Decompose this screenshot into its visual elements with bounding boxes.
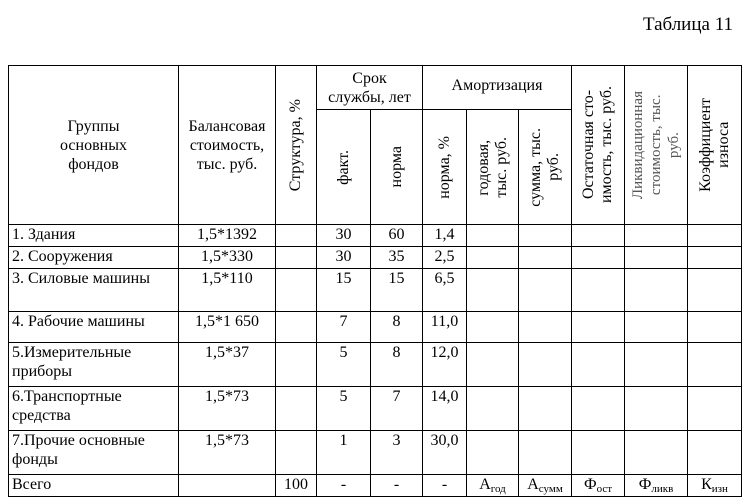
row-amort-norm: 1,4 xyxy=(423,225,467,247)
row-amort-norm: 14,0 xyxy=(423,387,467,431)
row-amort-norm: 30,0 xyxy=(423,431,467,475)
fixed-assets-table xyxy=(8,65,742,497)
row-balance: 1,5*330 xyxy=(179,247,276,269)
row-norm: 8 xyxy=(371,343,423,387)
row-balance: 1,5*1 650 xyxy=(179,312,276,343)
row-structure xyxy=(276,312,317,343)
row-structure xyxy=(276,387,317,431)
row-amort-norm: 12,0 xyxy=(423,343,467,387)
row-structure xyxy=(276,343,317,387)
row-norm: 60 xyxy=(371,225,423,247)
table-row xyxy=(9,247,742,269)
row-fact: 30 xyxy=(317,247,371,269)
header-structure: Структура, % xyxy=(276,66,317,225)
row-structure xyxy=(276,225,317,247)
header-amortization: Амортизация xyxy=(423,66,572,110)
table-row xyxy=(9,387,742,431)
row-name: 4. Рабочие машины xyxy=(9,312,179,343)
header-coefficient: Коэффициент износа xyxy=(688,66,742,225)
row-balance: 1,5*73 xyxy=(179,431,276,475)
header-amort-norm: норма, % xyxy=(423,110,467,225)
header-annual: годовая, тыс. руб. xyxy=(467,110,519,225)
total-row xyxy=(9,475,742,497)
row-balance: 1,5*73 xyxy=(179,387,276,431)
row-name: 2. Сооружения xyxy=(9,247,179,269)
total-annual: $А_{год}$ xyxy=(467,475,519,497)
header-balance: Балансовая стоимость, тыс. руб. xyxy=(179,66,276,225)
total-liquidation: $Ф_{ликв}$ xyxy=(625,475,688,497)
row-fact: 15 xyxy=(317,269,371,312)
total-amort-norm: - xyxy=(423,475,467,497)
total-structure: 100 xyxy=(276,475,317,497)
table-row xyxy=(9,343,742,387)
row-name: 7.Прочие основные фонды xyxy=(9,431,179,475)
row-fact: 1 xyxy=(317,431,371,475)
total-norm: - xyxy=(371,475,423,497)
header-service-life: Срок службы, лет xyxy=(317,66,423,110)
row-name: 1. Здания xyxy=(9,225,179,247)
table-row xyxy=(9,312,742,343)
row-fact: 7 xyxy=(317,312,371,343)
header-residual: Остаточная сто- имость, тыс. руб. xyxy=(572,66,625,225)
row-fact: 5 xyxy=(317,387,371,431)
row-structure xyxy=(276,247,317,269)
row-balance: 1,5*110 xyxy=(179,269,276,312)
row-balance: 1,5*1392 xyxy=(179,225,276,247)
row-amort-norm: 2,5 xyxy=(423,247,467,269)
row-fact: 30 xyxy=(317,225,371,247)
header-liquidation: Ликвидационная стоимость, тыс. руб. xyxy=(625,66,688,225)
row-norm: 15 xyxy=(371,269,423,312)
row-name-justified: 7.Прочие основные xyxy=(12,432,145,449)
row-balance: 1,5*37 xyxy=(179,343,276,387)
table-row xyxy=(9,431,742,475)
row-fact: 5 xyxy=(317,343,371,387)
row-norm: 7 xyxy=(371,387,423,431)
row-norm: 35 xyxy=(371,247,423,269)
header-fact: факт. xyxy=(317,110,371,225)
total-label: Всего xyxy=(9,475,179,497)
header-sum: сумма, тыс. руб. xyxy=(519,110,572,225)
row-name: 5.Измерительные приборы xyxy=(9,343,179,387)
row-name: 6.Транспортные средства xyxy=(9,387,179,431)
row-structure xyxy=(276,269,317,312)
table-row xyxy=(9,269,742,312)
row-structure xyxy=(276,431,317,475)
header-groups: Группы основных фондов xyxy=(9,66,179,225)
table-caption: Таблица 11 xyxy=(642,14,733,35)
row-amort-norm: 6,5 xyxy=(423,269,467,312)
row-norm: 8 xyxy=(371,312,423,343)
table-row xyxy=(9,225,742,247)
total-coefficient: $К_{изн}$ xyxy=(688,475,742,497)
total-fact: - xyxy=(317,475,371,497)
row-name: 3. Силовые машины xyxy=(9,269,179,312)
total-sum: $А_{сумм}$ xyxy=(519,475,572,497)
header-norm: норма xyxy=(371,110,423,225)
row-amort-norm: 11,0 xyxy=(423,312,467,343)
row-norm: 3 xyxy=(371,431,423,475)
total-residual: $Ф_{ост}$ xyxy=(572,475,625,497)
